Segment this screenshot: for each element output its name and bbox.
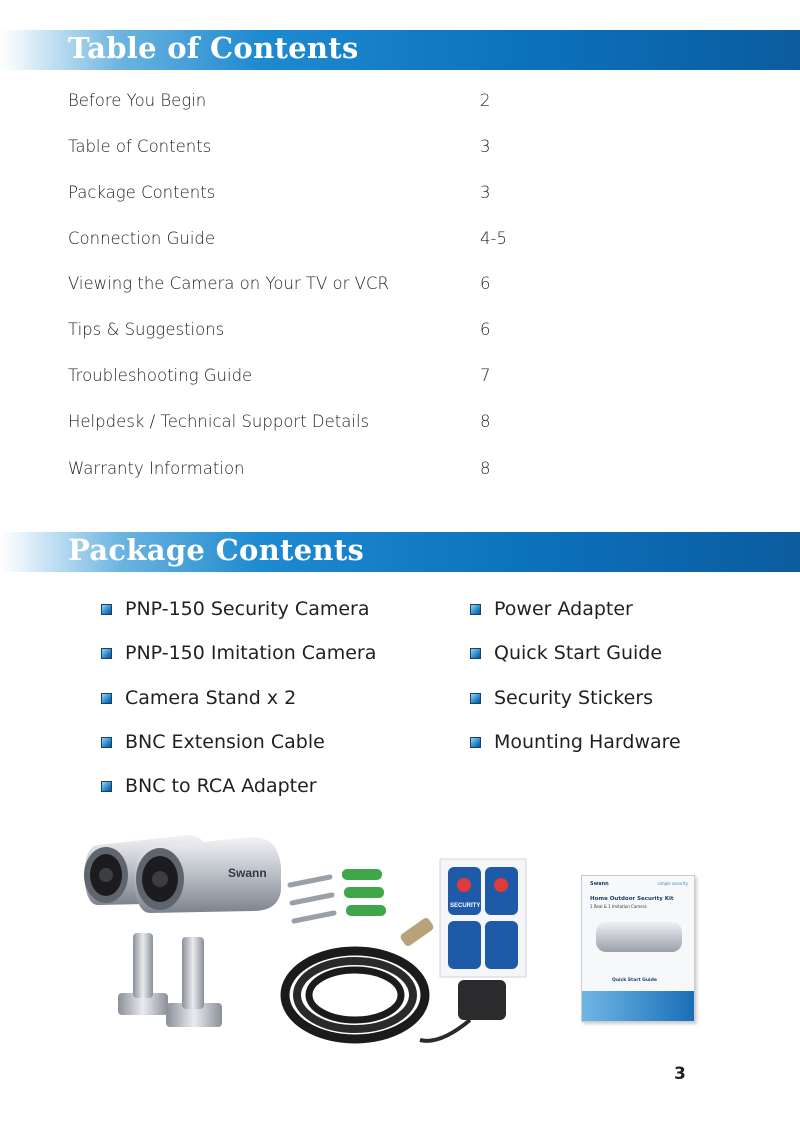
square-bullet-icon: [470, 737, 481, 748]
package-item-label: BNC Extension Cable: [125, 731, 325, 753]
extension-cable: [285, 951, 425, 1039]
security-cameras-photo: [78, 833, 300, 1033]
toc-entry: [68, 229, 528, 253]
toc-entry-title: Viewing the Camera on Your TV or VCR: [68, 274, 389, 293]
square-bullet-icon: [101, 737, 112, 748]
toc-entry-title: Connection Guide: [68, 229, 216, 248]
page-number: 3: [674, 1064, 686, 1084]
toc-entry-title: Helpdesk / Technical Support Details: [68, 412, 370, 431]
guide-footer-band: [582, 991, 694, 1021]
toc-entry: [68, 412, 528, 436]
power-adapter: [420, 980, 506, 1041]
toc-entry: [68, 91, 528, 115]
toc-entry-title: Table of Contents: [68, 137, 212, 156]
package-item-label: Camera Stand x 2: [125, 687, 297, 709]
guide-footer-title: Quick Start Guide: [612, 978, 657, 983]
toc-entry-page: 6: [480, 320, 491, 339]
guide-tagline: simple security: [657, 881, 688, 886]
package-item-label: Mounting Hardware: [494, 731, 681, 753]
package-banner: [0, 532, 800, 572]
toc-entry-page: 8: [480, 459, 491, 478]
toc-entry-page: 7: [480, 366, 491, 385]
package-item-label: PNP-150 Security Camera: [125, 598, 370, 620]
toc-entry: [68, 183, 528, 207]
screws: [290, 877, 334, 921]
toc-entry: [68, 274, 528, 298]
toc-entry-title: Before You Begin: [68, 91, 207, 110]
toc-entry: [68, 366, 528, 390]
toc-entry-page: 2: [480, 91, 491, 110]
square-bullet-icon: [470, 648, 481, 659]
square-bullet-icon: [101, 648, 112, 659]
guide-brand: Swann: [590, 881, 609, 887]
toc-entry-title: Warranty Information: [68, 459, 245, 478]
toc-entry: [68, 459, 528, 483]
toc-entry-page: 6: [480, 274, 491, 293]
guide-subtitle: 1 Real & 1 Imitation Camera: [590, 904, 647, 909]
square-bullet-icon: [470, 604, 481, 615]
toc-entry-page: 3: [480, 183, 491, 202]
toc-entry-page: 4-5: [480, 229, 507, 248]
package-item-label: BNC to RCA Adapter: [125, 775, 317, 797]
guide-title: Home Outdoor Security Kit: [590, 896, 674, 902]
package-heading: Package Contents: [68, 533, 365, 567]
toc-heading: Table of Contents: [68, 31, 359, 65]
camera-brand-label: Swann: [228, 866, 267, 880]
square-bullet-icon: [470, 693, 481, 704]
package-item-label: Quick Start Guide: [494, 642, 663, 664]
toc-entry: [68, 137, 528, 161]
square-bullet-icon: [101, 693, 112, 704]
package-item-label: PNP-150 Imitation Camera: [125, 642, 377, 664]
quick-start-guide-photo: [581, 875, 695, 1022]
toc-entry-title: Troubleshooting Guide: [68, 366, 253, 385]
guide-camera-image: [596, 922, 682, 952]
accessories-photo: [280, 855, 532, 1050]
square-bullet-icon: [101, 604, 112, 615]
package-item-label: Power Adapter: [494, 598, 633, 620]
bnc-rca-adapter: [399, 917, 435, 948]
toc-banner: [0, 30, 800, 70]
security-stickers: [440, 859, 526, 977]
wall-plugs: [342, 869, 386, 916]
toc-entry: [68, 320, 528, 344]
package-item-label: Security Stickers: [494, 687, 654, 709]
toc-entry-page: 8: [480, 412, 491, 431]
toc-entry-title: Tips & Suggestions: [68, 320, 225, 339]
square-bullet-icon: [101, 781, 112, 792]
toc-entry-page: 3: [480, 137, 491, 156]
sticker-label: SECURITY: [450, 903, 481, 909]
toc-entry-title: Package Contents: [68, 183, 216, 202]
